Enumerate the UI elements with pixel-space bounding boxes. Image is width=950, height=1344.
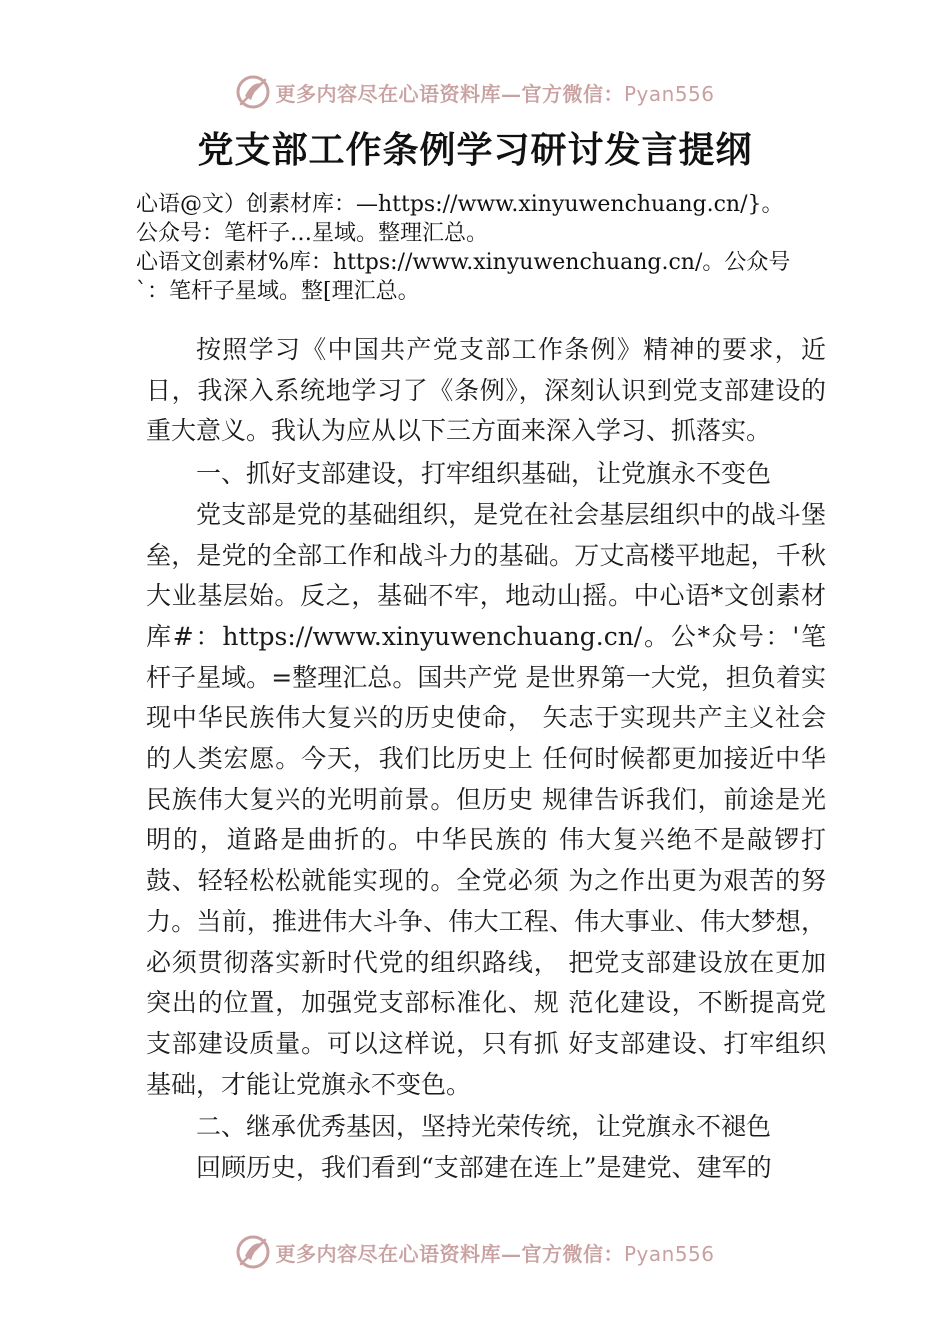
header-line: 心语@文）创素材库：—https://www.xinyuwenchuang.cn/}。 [136, 192, 784, 217]
xinyu-logo-icon [235, 74, 271, 110]
section-heading: 二、继承优秀基因，坚持光荣传统，让党旗永不褪色 [196, 1112, 772, 1142]
header-line: 心语文创素材%库：https://www.xinyuwenchuang.cn/。公众号 [136, 250, 791, 275]
header-line: 公众号：笔杆子…星域。整理汇总。 [136, 221, 489, 246]
document-body [146, 330, 826, 1189]
xinyu-logo-icon [235, 1234, 271, 1270]
document-title: 党支部工作条例学习研讨发言提纲 [197, 129, 753, 171]
body-paragraph: 党支部是党的基础组织，是党在社会基层组织中的战斗堡垒，是党的全部工作和战斗力的基础。万丈高楼平地起，千秋大业基层始。反之，基础不牢，地动山摇。中心语*文创素材库#：https://www.xinyuwenchuang.cn/。公*众号：'笔杆子星域。=整理汇总。国共产党 是世界第一大党，担负着实现中华民族伟大复兴的历史使命， 矢志于实现共产主义社会的人类宏愿。今天，我们比历史上 任何时候都更加接近中华民族伟大复兴的光明前景。但历史 规律告诉我们，前途是光明的，道路是曲折的。中华民族的 伟大复兴绝不是敲锣打鼓、轻轻松松就能实现的。全党必须 为之作出更为艰苦的努力。当前，推进伟大斗争、伟大工程、伟大事业、伟大梦想，必须贯彻落实新时代党的组织路线， 把党支部建设放在更加突出的位置，加强党支部标准化、规 范化建设，不断提高党支部建设质量。可以这样说，只有抓 好支部建设、打牢组织基础，才能让党旗永不变色。 [146, 499, 826, 1099]
section-heading: 一、抓好支部建设，打牢组织基础，让党旗永不变色 [196, 459, 772, 489]
top-watermark-banner [0, 72, 950, 112]
banner-text: 更多内容尽在心语资料库—官方微信：Pyan556 [275, 1241, 715, 1266]
bottom-watermark-banner [0, 1232, 950, 1272]
body-paragraph: 回顾历史，我们看到“支部建在连上”是建党、建军的 [196, 1153, 772, 1183]
source-header [136, 190, 856, 306]
header-line: `：笔杆子星域。整[理汇总。 [136, 279, 420, 304]
body-paragraph: 按照学习《中国共产党支部工作条例》精神的要求，近日，我深入系统地学习了《条例》，深刻认识到党支部建设的重大意义。我认为应从以下三方面来深入学习、抓落实。 [146, 335, 826, 446]
banner-text: 更多内容尽在心语资料库—官方微信：Pyan556 [275, 81, 715, 106]
